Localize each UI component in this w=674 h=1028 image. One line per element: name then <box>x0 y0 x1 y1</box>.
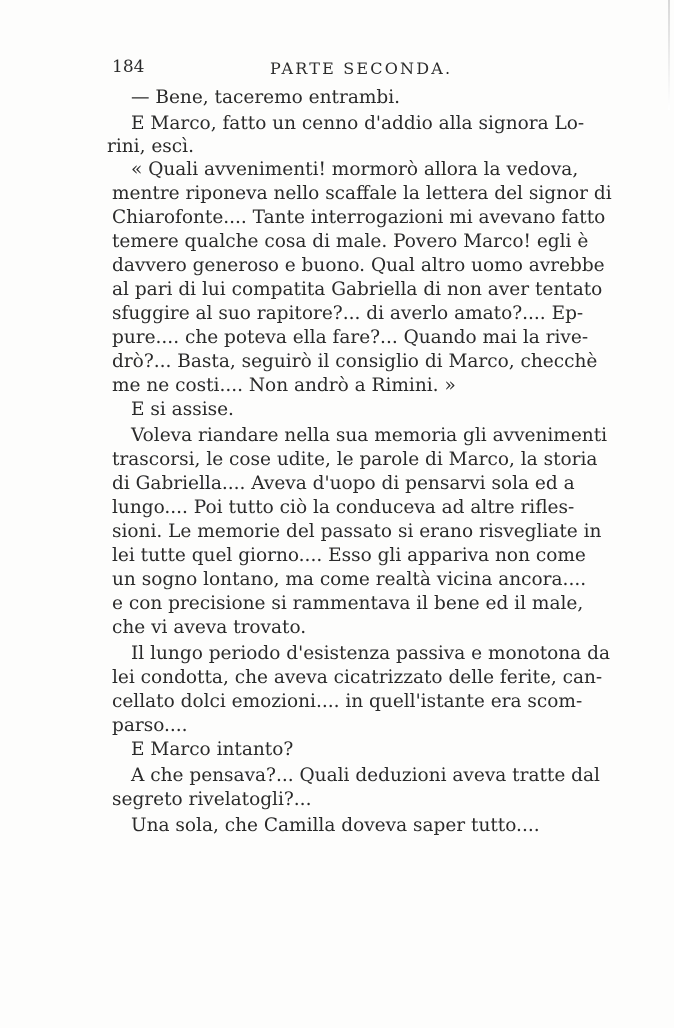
text-line: e con precisione si rammentava il bene ed il male, <box>112 593 584 614</box>
text-line: — Bene, taceremo entrambi. <box>131 87 401 108</box>
text-line: temere qualche cosa di male. Povero Marco! egli è <box>112 231 589 252</box>
text-line: lungo.... Poi tutto ciò la conduceva ad altre rifles- <box>112 497 575 518</box>
text-line: E si assise. <box>131 399 234 420</box>
page-number: 184 <box>112 57 145 77</box>
text-line: cellato dolci emozioni.... in quell'istante era scom- <box>112 691 583 712</box>
text-line: mentre riponeva nello scaffale la lettera del signor di <box>112 183 612 204</box>
text-line: un sogno lontano, ma come realtà vicina ancora.... <box>112 569 587 590</box>
text-line: parso.... <box>112 715 188 736</box>
text-line: Una sola, che Camilla doveva saper tutto.... <box>131 815 540 836</box>
text-line: sfuggire al suo rapitore?... di averlo amato?.... Ep- <box>112 303 584 324</box>
text-line: A che pensava?... Quali deduzioni aveva tratte dal <box>131 765 600 786</box>
text-line: lei tutte quel giorno.... Esso gli appariva non come <box>112 545 586 566</box>
text-line: E Marco intanto? <box>131 739 294 760</box>
text-line: pure.... che poteva ella fare?... Quando mai la rive- <box>112 327 589 348</box>
text-line: segreto rivelatogli?... <box>112 789 312 810</box>
running-title: PARTE SECONDA. <box>270 59 453 78</box>
text-line: « Quali avvenimenti! mormorò allora la vedova, <box>131 159 579 180</box>
text-line: rini, escì. <box>107 136 194 157</box>
text-line: Chiarofonte.... Tante interrogazioni mi avevano fatto <box>112 207 606 228</box>
text-line: al pari di lui compatita Gabriella di non aver tentato <box>112 279 603 300</box>
page-header <box>112 57 612 83</box>
text-line: me ne costi.... Non andrò a Rimini. » <box>112 375 456 396</box>
text-line: Voleva riandare nella sua memoria gli avvenimenti <box>131 425 608 446</box>
text-line: che vi aveva trovato. <box>112 617 307 638</box>
text-line: drò?... Basta, seguirò il consiglio di Marco, checchè <box>112 351 598 372</box>
text-line: lei condotta, che aveva cicatrizzato delle ferite, can- <box>112 667 603 688</box>
page-edge-shadow <box>668 0 670 110</box>
text-line: Il lungo periodo d'esistenza passiva e monotona da <box>131 643 610 664</box>
text-line: davvero generoso e buono. Qual altro uomo avrebbe <box>112 255 605 276</box>
text-line: di Gabriella.... Aveva d'uopo di pensarvi sola ed a <box>112 473 575 494</box>
text-line: sioni. Le memorie del passato si erano risvegliate in <box>112 521 602 542</box>
text-line: E Marco, fatto un cenno d'addio alla signora Lo- <box>131 113 585 134</box>
text-line: trascorsi, le cose udite, le parole di Marco, la storia <box>112 449 598 470</box>
